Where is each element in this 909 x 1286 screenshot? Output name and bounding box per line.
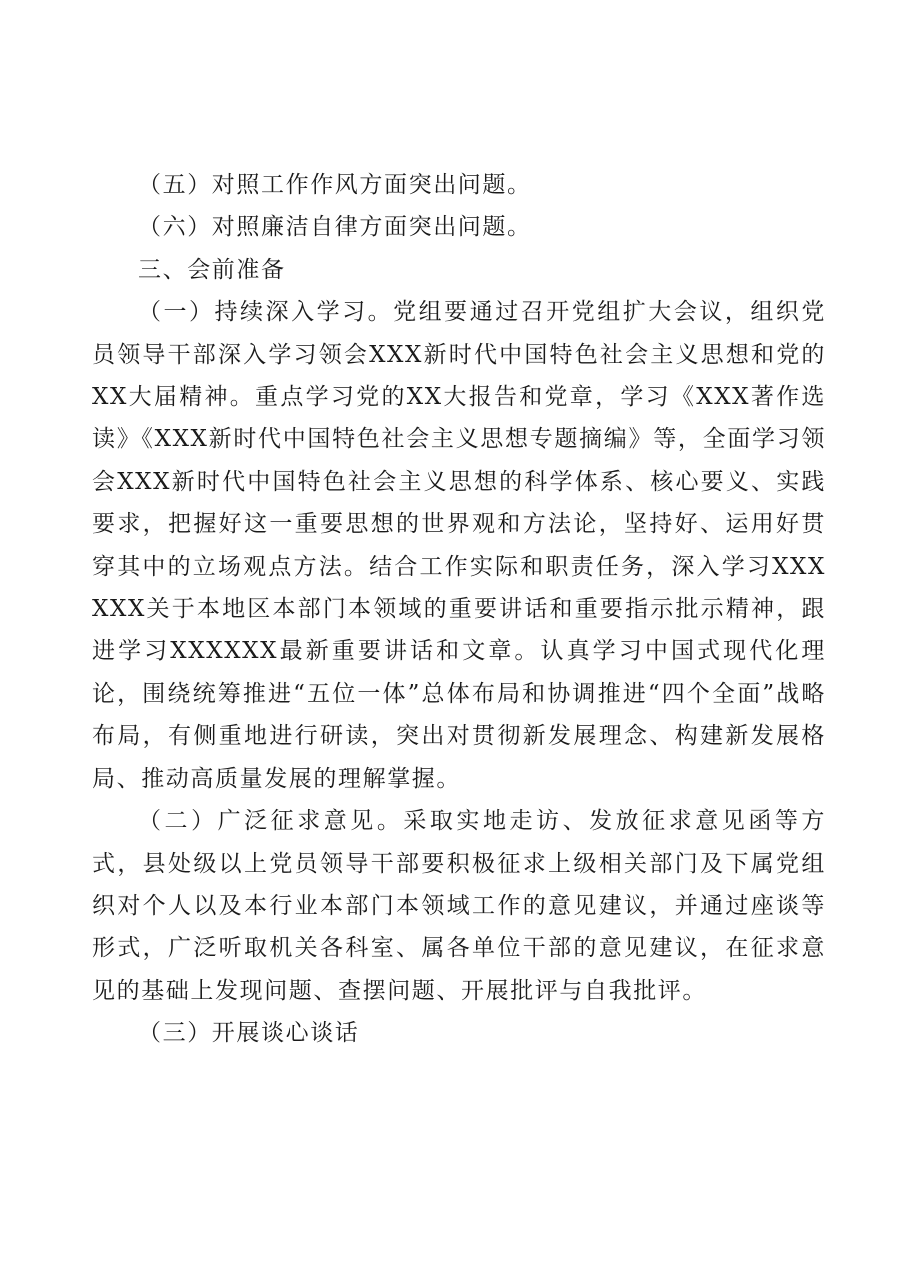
paragraph-solicit-opinions: （二）广泛征求意见。采取实地走访、发放征求意见函等方式，县处级以上党员领导干部要积极征求上级相关部门及下属党组织对个人以及本行业本部门本领域工作的意见建议，并通过座谈等形式，广泛听取机关各科室、属各单位干部的意见建议，在征求意见的基础上发现问题、查摆问题、开展批评与自我批评。 — [92, 808, 826, 1004]
paragraph-heart-to-heart-talks: （三）开展谈心谈话 — [138, 1020, 360, 1047]
document-body — [92, 164, 826, 1055]
paragraph-continuous-study: （一）持续深入学习。党组要通过召开党组扩大会议，组织党员领导干部深入学习领会XXX新时代中国特色社会主义思想和党的XX大届精神。重点学习党的XX大报告和党章，学习《XXX著作选读》《XXX新时代中国特色社会主义思想专题摘编》等，全面学习领会XXX新时代中国特色社会主义思想的科学体系、核心要义、实践要求，把握好这一重要思想的世界观和方法论，坚持好、运用好贯穿其中的立场观点方法。结合工作实际和职责任务，深入学习XXXXXX关于本地区本部门本领域的重要讲话和重要指示批示精神，跟进学习XXXXXX最新重要讲话和文章。认真学习中国式现代化理论，围绕统筹推进“五位一体”总体布局和协调推进“四个全面”战略布局，有侧重地进行研读，突出对贯彻新发展理念、构建新发展格局、推动高质量发展的理解掌握。 — [92, 299, 826, 792]
section-heading-preparation: 三、会前准备 — [138, 256, 286, 283]
paragraph-item-5-section: （五）对照工作作风方面突出问题。 — [138, 172, 532, 198]
paragraph-item-6-section: （六）对照廉洁自律方面突出问题。 — [138, 214, 532, 241]
